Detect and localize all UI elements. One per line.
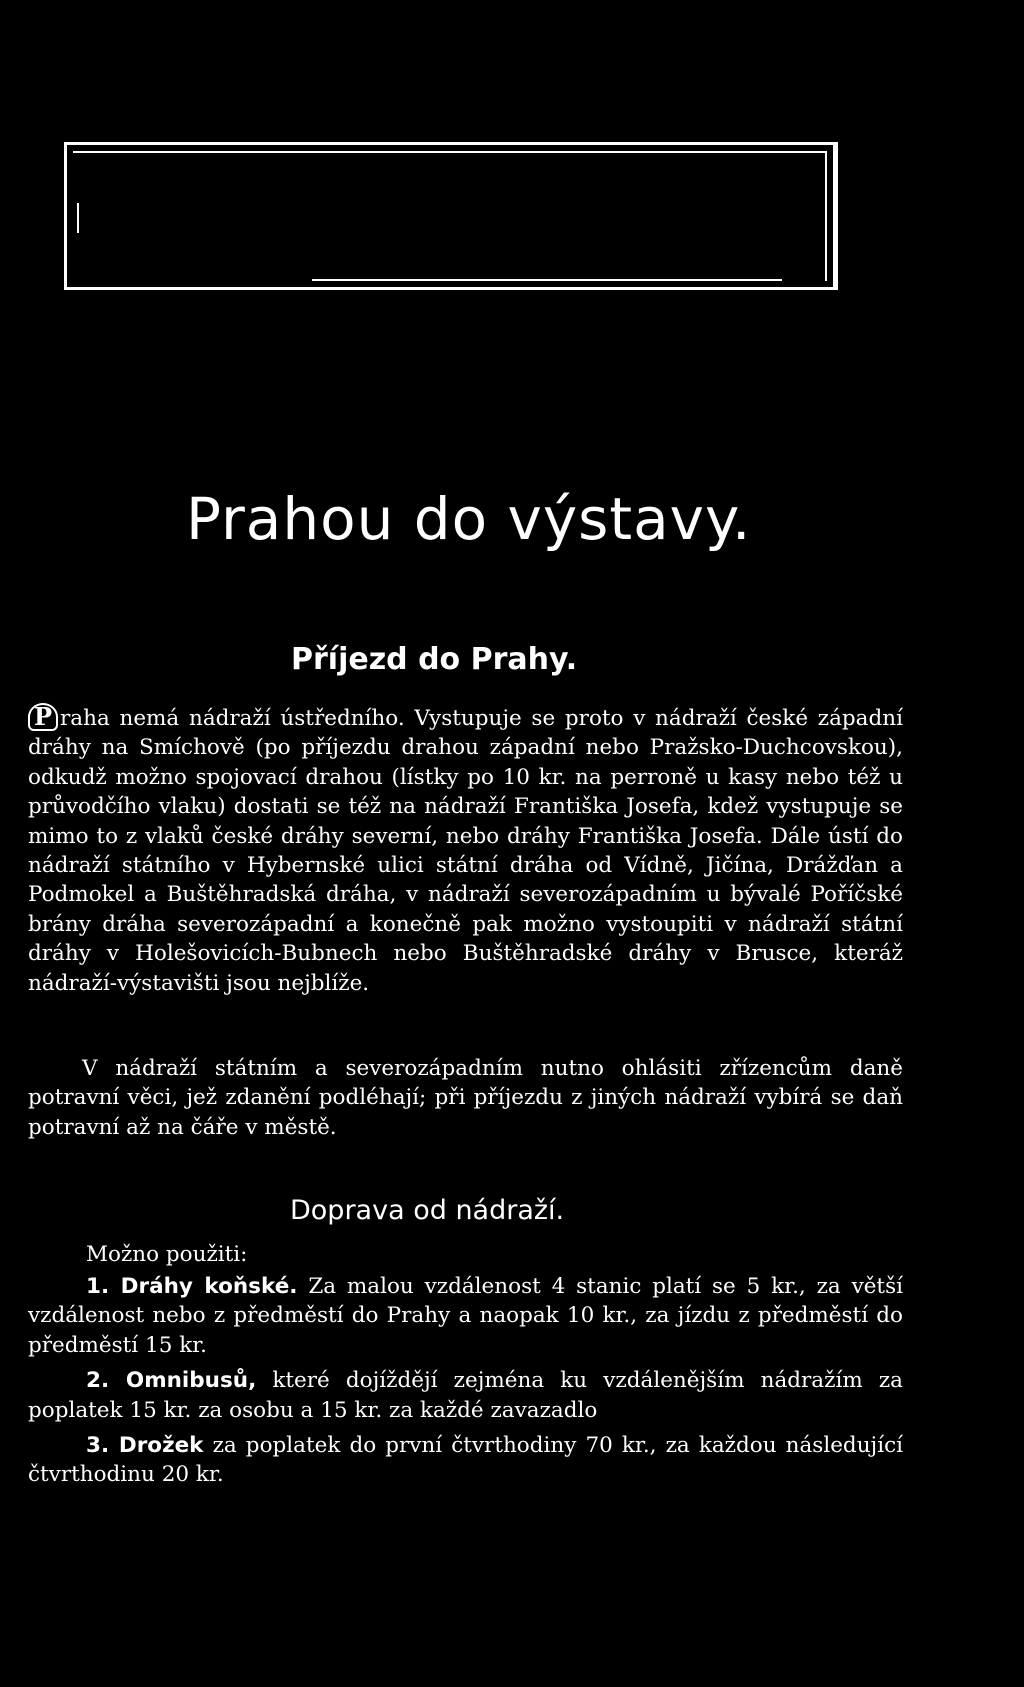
drop-cap: P (28, 703, 58, 731)
item-text: které dojíždějí zejména ku vzdálenějším nádražím za poplatek 15 kr. za osobu a 15 kr. za každé zavazadlo (28, 1368, 903, 1423)
transport-heading: Doprava od nádraží. (290, 1195, 565, 1226)
decorative-frame (64, 142, 838, 290)
page-title: Prahou do výstavy. (186, 485, 752, 553)
can-use-label: Možno použiti: (86, 1242, 248, 1267)
intro-paragraph (28, 703, 903, 998)
item-label: 1. Dráhy koňské. (86, 1274, 298, 1299)
item-text: za poplatek do první čtvrthodiny 70 kr., za každou následující čtvrthodinu 20 kr. (28, 1433, 903, 1488)
section-subtitle: Příjezd do Prahy. (291, 642, 578, 677)
frame-tick (77, 203, 79, 233)
tax-note-paragraph: V nádraží státním a severozápadním nutno ohlásiti zřízencům daně potravní věci, jež zdanění podléhají; při příjezdu z jiných nádraží vybírá se daň potravní až na čáře v městě. (28, 1056, 903, 1140)
transport-list (28, 1272, 903, 1490)
transport-item-omnibus (28, 1366, 903, 1425)
transport-item-cab (28, 1431, 903, 1490)
item-label: 2. Omnibusů, (86, 1368, 257, 1394)
frame-bottom-rule (312, 279, 782, 281)
item-text: Za malou vzdálenost 4 stanic platí se 5 kr., za větší vzdálenost nebo z předměstí do Prahy a naopak 10 kr., za jízdu z předměstí do předměstí 15 kr. (28, 1274, 903, 1358)
item-label: 3. Drožek (86, 1433, 204, 1459)
intro-text: raha nemá nádraží ústředního. Vystupuje se proto v nádraží české západní dráhy na Smíchově (po příjezdu drahou západní nebo Pražsko-Duchcovskou), odkudž možno spojovací drahou (lístky po 10 kr. na perroně u kasy nebo též u průvodčího vlaku) dostati se též na nádraží Františka Josefa, kdež vystupuje se mimo to z vlaků české dráhy severní, nebo dráhy Františka Josefa. Dále ústí do nádraží státního v Hybernské ulici státní dráha od Vídně, Jičína, Drážďan a Podmokel a Buštěhradská dráha, v nádraží severozápadním u bývalé Poříčské brány dráha severozápadní a konečně pak možno vystoupiti v nádraží státní dráhy v Holešovicích-Bubnech nebo Buštěhradské dráhy v Brusce, kteráž nádraží-výstavišti jsou nejblíže. (28, 706, 903, 996)
transport-item-horse-tram (28, 1272, 903, 1360)
frame-inner-border (73, 151, 827, 281)
